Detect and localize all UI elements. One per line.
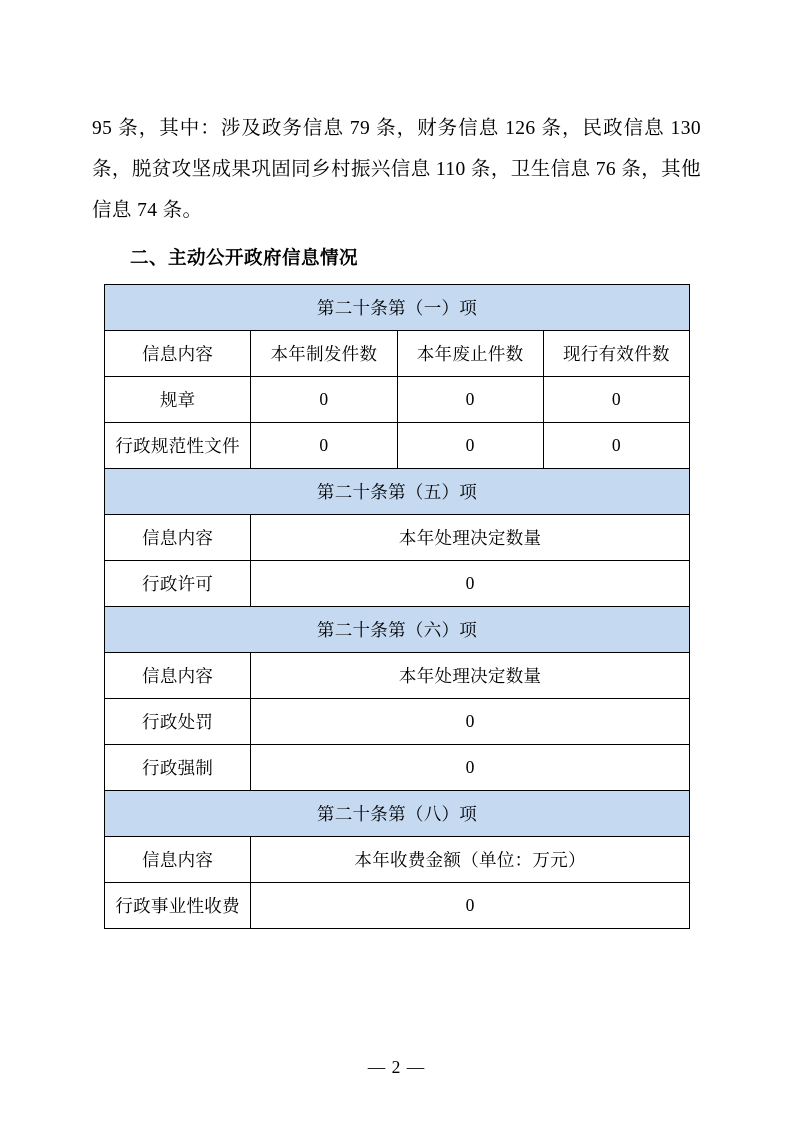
table-header-row <box>105 837 690 883</box>
column-header: 信息内容 <box>105 515 251 561</box>
section-heading: 二、主动公开政府信息情况 <box>130 247 359 268</box>
page-number: — 2 — <box>367 1057 426 1077</box>
table-header-row <box>105 331 690 377</box>
column-header: 本年废止件数 <box>397 331 543 377</box>
row-value: 0 <box>251 377 397 423</box>
column-header: 信息内容 <box>105 837 251 883</box>
section-title: 第二十条第（一）项 <box>105 285 690 331</box>
body-paragraph: 95 条，其中：涉及政务信息 79 条，财务信息 126 条，民政信息 130 条，脱贫攻坚成果巩固同乡村振兴信息 110 条，卫生信息 76 条，其他信息 74 条。 <box>92 118 701 221</box>
table-section-row <box>105 607 690 653</box>
row-label: 行政许可 <box>105 561 251 607</box>
row-label: 行政事业性收费 <box>105 883 251 929</box>
row-label: 规章 <box>105 377 251 423</box>
table-row <box>105 377 690 423</box>
row-value: 0 <box>251 561 690 607</box>
column-header: 信息内容 <box>105 653 251 699</box>
row-value: 0 <box>543 377 689 423</box>
table-header-row <box>105 515 690 561</box>
row-label: 行政规范性文件 <box>105 423 251 469</box>
column-header: 本年处理决定数量 <box>251 515 690 561</box>
row-value: 0 <box>251 423 397 469</box>
column-header: 本年处理决定数量 <box>251 653 690 699</box>
government-information-table <box>104 284 690 929</box>
table-header-row <box>105 653 690 699</box>
section-title: 第二十条第（五）项 <box>105 469 690 515</box>
table-section-row <box>105 791 690 837</box>
row-value: 0 <box>543 423 689 469</box>
column-header: 本年收费金额（单位：万元） <box>251 837 690 883</box>
row-value: 0 <box>251 699 690 745</box>
row-value: 0 <box>397 423 543 469</box>
row-label: 行政强制 <box>105 745 251 791</box>
table-row <box>105 699 690 745</box>
section-title: 第二十条第（六）项 <box>105 607 690 653</box>
table-row <box>105 561 690 607</box>
table-row <box>105 745 690 791</box>
table-section-row <box>105 285 690 331</box>
column-header: 现行有效件数 <box>543 331 689 377</box>
row-value: 0 <box>251 745 690 791</box>
row-value: 0 <box>397 377 543 423</box>
table-row <box>105 883 690 929</box>
section-title: 第二十条第（八）项 <box>105 791 690 837</box>
table-row <box>105 423 690 469</box>
table-section-row <box>105 469 690 515</box>
column-header: 信息内容 <box>105 331 251 377</box>
row-label: 行政处罚 <box>105 699 251 745</box>
row-value: 0 <box>251 883 690 929</box>
column-header: 本年制发件数 <box>251 331 397 377</box>
